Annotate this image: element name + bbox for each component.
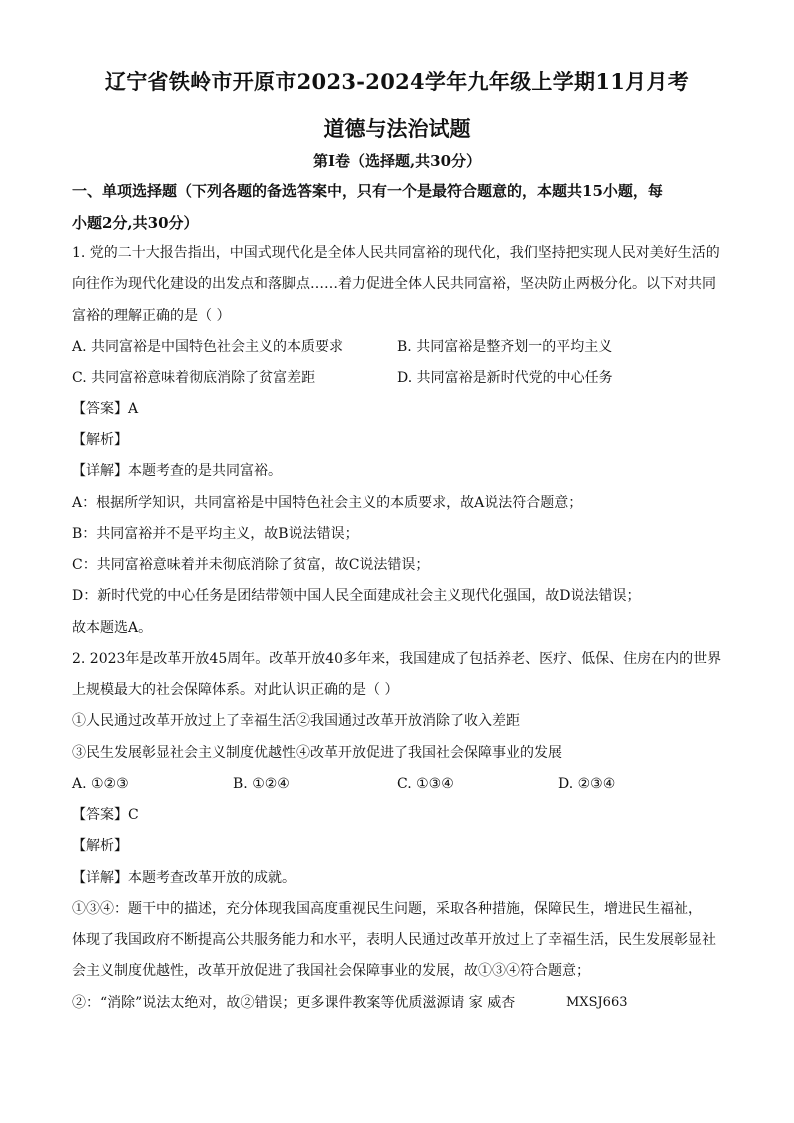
q1-explanation-a: A：根据所学知识，共同富裕是中国特色社会主义的本质要求，故A说法符合题意； bbox=[72, 495, 583, 511]
q2-option-c: C. ①③④ bbox=[397, 776, 454, 792]
q1-answer: 【答案】A bbox=[72, 401, 139, 417]
q1-option-b: B. 共同富裕是整齐划一的平均主义 bbox=[397, 339, 613, 355]
q1-explanation-c: C：共同富裕意味着并未彻底消除了贫富，故C说法错误； bbox=[72, 557, 430, 573]
q2-explanation-line-4: ②：“消除”说法太绝对，故②错误；更多课件教案等优质滋源请 家 威杏 bbox=[72, 995, 516, 1011]
q2-explanation-line-1: ①③④：题干中的描述，充分体现我国高度重视民生问题，采取各种措施，保障民生，增进民生福祉， bbox=[72, 901, 702, 917]
q1-option-a: A. 共同富裕是中国特色社会主义的本质要求 bbox=[72, 339, 344, 355]
q1-stem-line-2: 向往作为现代化建设的出发点和落脚点……着力促进全体人民共同富裕，坚决防止两极分化。以下对共同 bbox=[72, 276, 716, 292]
q2-option-d: D. ②③④ bbox=[558, 776, 616, 792]
q1-explanation-b: B：共同富裕并不是平均主义，故B说法错误； bbox=[72, 526, 359, 542]
q1-option-c: C. 共同富裕意味着彻底消除了贫富差距 bbox=[72, 370, 316, 386]
q1-conclusion: 故本题选A。 bbox=[72, 620, 153, 636]
q2-explanation-line-2: 体现了我国政府不断提高公共服务能力和水平，表明人民通过改革开放过上了幸福生活，民生发展彰显社 bbox=[72, 932, 716, 948]
watermark-code: MXSJ663 bbox=[566, 995, 628, 1010]
q2-option-b: B. ①②④ bbox=[233, 776, 290, 792]
q1-analysis-label: 【解析】 bbox=[72, 432, 128, 448]
q2-items-line-2: ③民生发展彰显社会主义制度优越性④改革开放促进了我国社会保障事业的发展 bbox=[72, 745, 562, 761]
exam-title: 辽宁省铁岭市开原市2023-2024学年九年级上学期11月月考 bbox=[104, 69, 690, 94]
section-heading: 一、单项选择题（下列各题的备选答案中，只有一个是最符合题意的，本题共15小题，每 bbox=[72, 182, 663, 200]
q2-analysis-label: 【解析】 bbox=[72, 838, 128, 854]
q1-explanation-d: D：新时代党的中心任务是团结带领中国人民全面建成社会主义现代化强国，故D说法错误； bbox=[72, 588, 641, 604]
q2-items-line-1: ①人民通过改革开放过上了幸福生活②我国通过改革开放消除了收入差距 bbox=[72, 713, 520, 729]
q2-explanation-line-3: 会主义制度优越性，改革开放促进了我国社会保障事业的发展，故①③④符合题意； bbox=[72, 963, 590, 979]
section-heading-cont: 小题2分,共30分） bbox=[72, 214, 199, 232]
q1-option-d: D. 共同富裕是新时代党的中心任务 bbox=[397, 370, 613, 386]
q1-detail: 【详解】本题考查的是共同富裕。 bbox=[72, 463, 282, 479]
q2-stem-line-1: 2. 2023年是改革开放45周年。改革开放40多年来，我国建成了包括养老、医疗、低保、住房在内的世界 bbox=[72, 651, 722, 667]
q2-stem-line-2: 上规模最大的社会保障体系。对此认识正确的是（ ） bbox=[72, 682, 399, 698]
q1-stem-line-3: 富裕的理解正确的是（ ） bbox=[72, 308, 231, 324]
q2-answer: 【答案】C bbox=[72, 807, 139, 823]
volume-title: 第I卷（选择题,共30分） bbox=[312, 152, 482, 170]
q1-stem-line-1: 1. 党的二十大报告指出，中国式现代化是全体人民共同富裕的现代化，我们坚持把实现人民对美好生活的 bbox=[72, 245, 720, 261]
q2-option-a: A. ①②③ bbox=[72, 776, 129, 792]
subject-title: 道德与法治试题 bbox=[323, 116, 471, 141]
q2-detail: 【详解】本题考查改革开放的成就。 bbox=[72, 870, 296, 886]
